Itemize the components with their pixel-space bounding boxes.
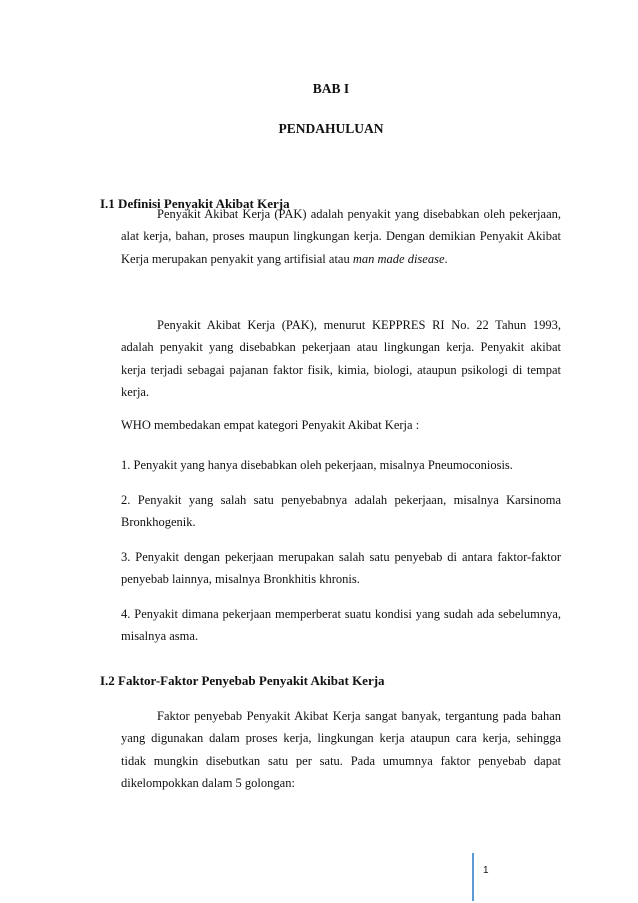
page-number: 1 <box>472 853 489 901</box>
paragraph-definition <box>121 203 561 270</box>
section-heading-definisi: I.1 Definisi Penyakit Akibat Kerja <box>100 196 290 211</box>
paragraph-keppres: Penyakit Akibat Kerja (PAK), menurut KEPPRES RI No. 22 Tahun 1993, adalah penyakit yang disebabkan pekerjaan atau lingkungan kerja. Penyakit akibat kerja terjadi sebagai pajanan faktor fisik, kimia, biologi, ataupun psikologi di tempat kerja. <box>121 318 561 400</box>
chapter-title: PENDAHULUAN <box>278 121 384 136</box>
chapter-label: BAB I <box>312 81 350 96</box>
paragraph-faktor: Faktor penyebab Penyakit Akibat Kerja sangat banyak, tergantung pada bahan yang digunakan dalam proses kerja, lingkungan kerja ataupun cara kerja, sehingga tidak mungkin disebutkan satu per satu. Pada umumnya faktor penyebab dapat dikelompokkan dalam 5 golongan: <box>121 709 561 791</box>
paragraph-definition-italic: man made disease <box>352 251 445 266</box>
list-item-1: 1. Penyakit yang hanya disebabkan oleh pekerjaan, misalnya Pneumoconiosis. <box>121 458 513 472</box>
section-heading-faktor: I.2 Faktor-Faktor Penyebab Penyakit Akibat Kerja <box>100 673 385 688</box>
paragraph-who: WHO membedakan empat kategori Penyakit Akibat Kerja : <box>121 418 420 432</box>
list-item-4: 4. Penyakit dimana pekerjaan memperberat suatu kondisi yang sudah ada sebelumnya, misalnya asma. <box>121 607 561 644</box>
list-item-3: 3. Penyakit dengan pekerjaan merupakan salah satu penyebab di antara faktor-faktor penyebab lainnya, misalnya Bronkhitis khronis. <box>121 550 561 587</box>
paragraph-definition-text: Penyakit Akibat Kerja (PAK) adalah penyakit yang disebabkan oleh pekerjaan, alat kerja, bahan, proses maupun lingkungan kerja. Dengan demikian Penyakit Akibat Kerja merupakan penyakit yang artifisial atau <box>121 207 561 266</box>
paragraph-definition-end: . <box>444 251 448 266</box>
list-item-2: 2. Penyakit yang salah satu penyebabnya adalah pekerjaan, misalnya Karsinoma Bronkhogenik. <box>121 493 561 530</box>
